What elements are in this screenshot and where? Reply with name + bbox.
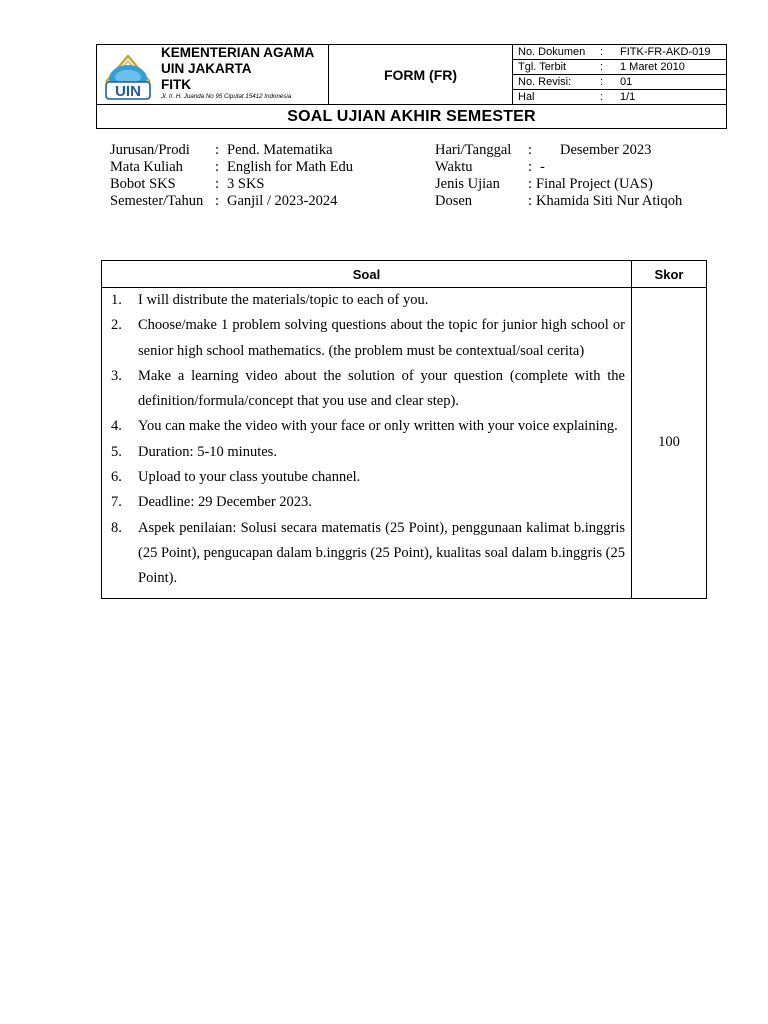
info-label: Bobot SKS xyxy=(110,176,176,192)
question-text: Duration: 5-10 minutes. xyxy=(138,443,277,460)
question-item-2 xyxy=(111,313,625,364)
info-row-waktu xyxy=(435,159,682,176)
question-text: Upload to your class youtube channel. xyxy=(138,469,361,486)
meta-colon: : xyxy=(600,61,604,73)
meta-row-terbit xyxy=(513,60,726,75)
question-text: Aspek penilaian: Solusi secara matematis (25 Point), penggunaan kalimat b.inggris (25 Point), pengucapan dalam b.inggris (25 Point), kualitas soal dalam b.inggris (25 Point). xyxy=(138,519,625,587)
meta-label: Tgl. Terbit xyxy=(518,61,567,73)
question-number: 7. xyxy=(111,494,122,511)
soal-header: Soal xyxy=(102,261,632,288)
info-colon: : xyxy=(215,193,220,209)
meta-label: No. Revisi: xyxy=(518,76,572,88)
institution-address: Jl. Ir. H. Juanda No 95 Ciputat 15412 Indonesia xyxy=(161,93,292,100)
meta-label: No. Dokumen xyxy=(518,46,586,58)
question-text: I will distribute the materials/topic to each of you. xyxy=(138,292,429,308)
info-row-jurusan xyxy=(110,142,353,159)
institution-line-1: KEMENTERIAN AGAMA xyxy=(161,45,315,60)
meta-colon: : xyxy=(600,91,604,103)
info-value: 3 SKS xyxy=(227,176,265,192)
meta-row-dokumen xyxy=(513,45,726,60)
meta-row-hal xyxy=(513,90,726,104)
info-row-jenis-ujian xyxy=(435,176,682,193)
info-value: Pend. Matematika xyxy=(227,142,333,158)
info-label: Semester/Tahun xyxy=(110,193,204,209)
table-header-row xyxy=(102,261,707,288)
info-colon: : xyxy=(215,176,220,192)
info-colon: : xyxy=(528,176,533,192)
exam-info-left xyxy=(110,142,353,210)
skor-header: Skor xyxy=(632,261,707,288)
question-text: You can make the video with your face or only written with your voice explaining. xyxy=(138,418,618,435)
document-title: SOAL UJIAN AKHIR SEMESTER xyxy=(287,107,536,125)
question-number: 8. xyxy=(111,519,122,536)
meta-colon: : xyxy=(600,76,604,88)
question-item-3 xyxy=(111,364,625,415)
institution-cell xyxy=(97,45,329,104)
table-row xyxy=(102,288,707,599)
meta-value: FITK-FR-AKD-019 xyxy=(620,46,711,58)
question-number: 6. xyxy=(111,469,122,486)
question-table xyxy=(101,260,707,599)
question-item-4 xyxy=(111,414,625,439)
meta-colon: : xyxy=(600,46,604,58)
institution-line-2: UIN JAKARTA xyxy=(161,61,252,76)
meta-value: 1 Maret 2010 xyxy=(620,61,685,73)
question-number: 1. xyxy=(111,292,122,308)
exam-info-right xyxy=(435,142,682,210)
form-label: FORM (FR) xyxy=(329,45,513,104)
info-label: Hari/Tanggal xyxy=(435,142,512,158)
meta-label: Hal xyxy=(518,91,535,103)
meta-value: 1/1 xyxy=(620,91,636,103)
institution-line-3: FITK xyxy=(161,77,191,92)
info-row-semester xyxy=(110,193,353,210)
logo-text: UIN xyxy=(115,83,141,100)
info-row-dosen xyxy=(435,193,682,210)
document-header xyxy=(96,44,727,129)
info-label: Waktu xyxy=(435,159,473,175)
info-colon: : xyxy=(215,159,220,175)
info-value: - xyxy=(540,159,545,175)
question-item-1 xyxy=(111,288,625,313)
info-label: Mata Kuliah xyxy=(110,159,183,175)
uin-logo-icon xyxy=(100,52,156,102)
question-number: 3. xyxy=(111,367,122,384)
info-label: Jenis Ujian xyxy=(435,176,500,192)
meta-row-revisi xyxy=(513,75,726,90)
info-colon: : xyxy=(528,193,533,209)
question-text: Make a learning video about the solution of your question (complete with the definition/formula/concept that you use and clear step). xyxy=(138,367,625,410)
question-text: Deadline: 29 December 2023. xyxy=(138,494,312,511)
question-text: Choose/make 1 problem solving questions about the topic for junior high school or senior high school mathematics. (the problem must be contextual/soal cerita) xyxy=(138,317,625,359)
info-row-tanggal xyxy=(435,142,682,159)
info-value: Ganjil / 2023-2024 xyxy=(227,193,338,209)
question-number: 4. xyxy=(111,418,122,435)
info-label: Dosen xyxy=(435,193,473,209)
info-value: Final Project (UAS) xyxy=(536,176,653,192)
question-number: 5. xyxy=(111,443,122,460)
document-meta xyxy=(513,45,726,104)
meta-value: 01 xyxy=(620,76,633,88)
question-item-7 xyxy=(111,490,625,515)
info-colon: : xyxy=(215,142,220,158)
info-value: English for Math Edu xyxy=(227,159,354,175)
info-value: Desember 2023 xyxy=(560,142,652,158)
score-value: 100 xyxy=(632,288,707,599)
question-item-8 xyxy=(111,516,625,592)
question-list xyxy=(111,288,625,592)
question-item-5 xyxy=(111,440,625,465)
info-row-bobot-sks xyxy=(110,176,353,193)
info-row-mata-kuliah xyxy=(110,159,353,176)
info-label: Jurusan/Prodi xyxy=(110,142,190,158)
info-colon: : xyxy=(528,142,533,158)
soal-cell xyxy=(102,288,632,599)
question-item-6 xyxy=(111,465,625,490)
info-value: Khamida Siti Nur Atiqoh xyxy=(536,193,683,209)
question-number: 2. xyxy=(111,317,122,334)
info-colon: : xyxy=(528,159,533,175)
